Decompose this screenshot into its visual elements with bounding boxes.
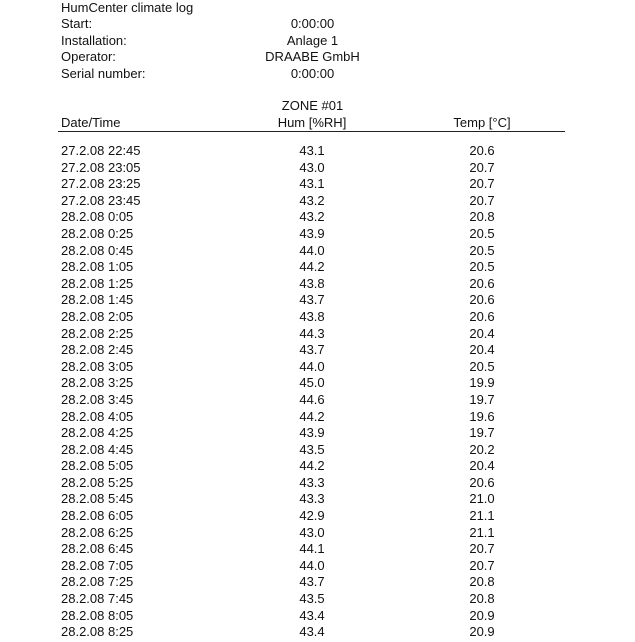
table-row <box>0 143 635 160</box>
table-row <box>0 292 635 309</box>
date-cell: 27.2.08 23:05 <box>61 159 141 175</box>
date-cell: 28.2.08 6:05 <box>61 508 134 524</box>
date-cell: 28.2.08 2:45 <box>61 342 134 358</box>
humidity-cell: 43.1 <box>299 143 325 158</box>
date-cell: 28.2.08 2:25 <box>61 325 134 341</box>
table-row <box>0 209 635 226</box>
humidity-cell: 44.2 <box>299 458 325 474</box>
date-cell: 28.2.08 0:45 <box>61 242 134 258</box>
humidity-cell: 43.8 <box>299 308 325 324</box>
date-cell: 28.2.08 5:45 <box>61 491 134 507</box>
start-value: 0:00:00 <box>290 16 335 31</box>
humidity-cell: 42.9 <box>299 508 325 524</box>
temperature-cell: 19.7 <box>469 425 495 441</box>
temperature-cell: 20.6 <box>469 474 495 490</box>
table-row <box>0 243 635 260</box>
table-row <box>0 226 635 243</box>
date-cell: 28.2.08 5:25 <box>61 474 134 490</box>
table-row <box>0 624 635 641</box>
date-cell: 28.2.08 2:05 <box>61 308 134 324</box>
header-rule <box>58 131 565 132</box>
temperature-cell: 20.7 <box>469 557 495 573</box>
table-row <box>0 541 635 558</box>
date-cell: 28.2.08 8:05 <box>61 607 134 623</box>
humidity-cell: 44.2 <box>299 259 325 275</box>
humidity-cell: 43.3 <box>299 474 325 490</box>
temperature-cell: 19.7 <box>469 391 495 407</box>
humidity-cell: 43.0 <box>299 524 325 540</box>
date-cell: 28.2.08 7:45 <box>61 591 134 607</box>
column-header-hum: Hum [%RH] <box>277 115 347 130</box>
humidity-cell: 44.0 <box>299 557 325 573</box>
date-cell: 28.2.08 3:45 <box>61 391 134 407</box>
temperature-cell: 20.5 <box>469 259 495 275</box>
table-row <box>0 574 635 591</box>
table-row <box>0 392 635 409</box>
temperature-cell: 20.7 <box>469 159 495 175</box>
date-cell: 28.2.08 6:25 <box>61 524 134 540</box>
table-row <box>0 458 635 475</box>
temperature-cell: 21.1 <box>469 508 495 524</box>
temperature-cell: 20.8 <box>469 209 495 225</box>
temperature-cell: 20.8 <box>469 591 495 607</box>
humidity-cell: 45.0 <box>299 375 325 391</box>
humidity-cell: 44.3 <box>299 325 325 341</box>
installation-label: Installation: <box>61 33 127 48</box>
installation-value: Anlage 1 <box>286 33 339 48</box>
temperature-cell: 20.5 <box>469 242 495 258</box>
table-row <box>0 359 635 376</box>
table-row <box>0 442 635 459</box>
start-label: Start: <box>61 16 93 31</box>
temperature-cell: 19.9 <box>469 375 495 391</box>
humidity-cell: 44.2 <box>299 408 325 424</box>
humidity-cell: 44.1 <box>299 541 325 557</box>
date-cell: 28.2.08 0:05 <box>61 209 134 225</box>
humidity-cell: 43.7 <box>299 342 325 358</box>
table-row <box>0 608 635 625</box>
humidity-cell: 43.9 <box>299 225 325 241</box>
table-row <box>0 591 635 608</box>
date-cell: 28.2.08 1:45 <box>61 292 134 308</box>
temperature-cell: 20.9 <box>469 607 495 623</box>
table-row <box>0 326 635 343</box>
temperature-cell: 20.6 <box>469 308 495 324</box>
date-cell: 28.2.08 3:05 <box>61 358 134 374</box>
date-cell: 28.2.08 7:05 <box>61 557 134 573</box>
humidity-cell: 43.4 <box>299 607 325 623</box>
humidity-cell: 43.8 <box>299 275 325 291</box>
table-row <box>0 508 635 525</box>
serial-number-label: Serial number: <box>61 66 146 81</box>
log-table-body <box>0 143 635 641</box>
column-header-date: Date/Time <box>61 115 121 130</box>
date-cell: 28.2.08 6:45 <box>61 541 134 557</box>
table-row <box>0 259 635 276</box>
humidity-cell: 43.3 <box>299 491 325 507</box>
date-cell: 28.2.08 5:05 <box>61 458 134 474</box>
date-cell: 28.2.08 8:25 <box>61 624 134 640</box>
table-row <box>0 375 635 392</box>
temperature-cell: 20.8 <box>469 574 495 590</box>
date-cell: 27.2.08 23:45 <box>61 192 141 208</box>
date-cell: 28.2.08 4:45 <box>61 441 134 457</box>
table-row <box>0 160 635 177</box>
humidity-cell: 44.0 <box>299 358 325 374</box>
table-row <box>0 475 635 492</box>
temperature-cell: 20.6 <box>469 143 495 158</box>
humidity-cell: 43.9 <box>299 425 325 441</box>
date-cell: 28.2.08 7:25 <box>61 574 134 590</box>
date-cell: 28.2.08 0:25 <box>61 225 134 241</box>
humidity-cell: 44.0 <box>299 242 325 258</box>
temperature-cell: 21.1 <box>469 524 495 540</box>
temperature-cell: 20.4 <box>469 458 495 474</box>
humidity-cell: 43.5 <box>299 591 325 607</box>
operator-label: Operator: <box>61 49 116 64</box>
temperature-cell: 20.7 <box>469 176 495 192</box>
temperature-cell: 19.6 <box>469 408 495 424</box>
humidity-cell: 43.4 <box>299 624 325 640</box>
date-cell: 28.2.08 1:05 <box>61 259 134 275</box>
date-cell: 27.2.08 22:45 <box>61 143 141 158</box>
humidity-cell: 43.7 <box>299 574 325 590</box>
table-row <box>0 558 635 575</box>
date-cell: 28.2.08 4:25 <box>61 425 134 441</box>
table-row <box>0 309 635 326</box>
table-row <box>0 193 635 210</box>
temperature-cell: 20.2 <box>469 441 495 457</box>
table-row <box>0 276 635 293</box>
temperature-cell: 20.9 <box>469 624 495 640</box>
humidity-cell: 43.1 <box>299 176 325 192</box>
column-header-temp: Temp [°C] <box>453 115 511 130</box>
operator-value: DRAABE GmbH <box>265 49 360 64</box>
temperature-cell: 20.6 <box>469 292 495 308</box>
humidity-cell: 43.7 <box>299 292 325 308</box>
zone-title: ZONE #01 <box>281 98 344 113</box>
temperature-cell: 20.4 <box>469 342 495 358</box>
temperature-cell: 20.6 <box>469 275 495 291</box>
table-row <box>0 342 635 359</box>
temperature-cell: 21.0 <box>469 491 495 507</box>
table-row <box>0 176 635 193</box>
humidity-cell: 43.2 <box>299 192 325 208</box>
humidity-cell: 44.6 <box>299 391 325 407</box>
serial-number-value: 0:00:00 <box>290 66 335 81</box>
humidity-cell: 43.0 <box>299 159 325 175</box>
temperature-cell: 20.7 <box>469 192 495 208</box>
log-title: HumCenter climate log <box>61 0 194 15</box>
temperature-cell: 20.5 <box>469 358 495 374</box>
date-cell: 28.2.08 1:25 <box>61 275 134 291</box>
table-row <box>0 409 635 426</box>
table-row <box>0 491 635 508</box>
date-cell: 28.2.08 3:25 <box>61 375 134 391</box>
humidity-cell: 43.2 <box>299 209 325 225</box>
date-cell: 27.2.08 23:25 <box>61 176 141 192</box>
temperature-cell: 20.5 <box>469 225 495 241</box>
humidity-cell: 43.5 <box>299 441 325 457</box>
table-row <box>0 425 635 442</box>
temperature-cell: 20.7 <box>469 541 495 557</box>
date-cell: 28.2.08 4:05 <box>61 408 134 424</box>
table-row <box>0 525 635 542</box>
temperature-cell: 20.4 <box>469 325 495 341</box>
